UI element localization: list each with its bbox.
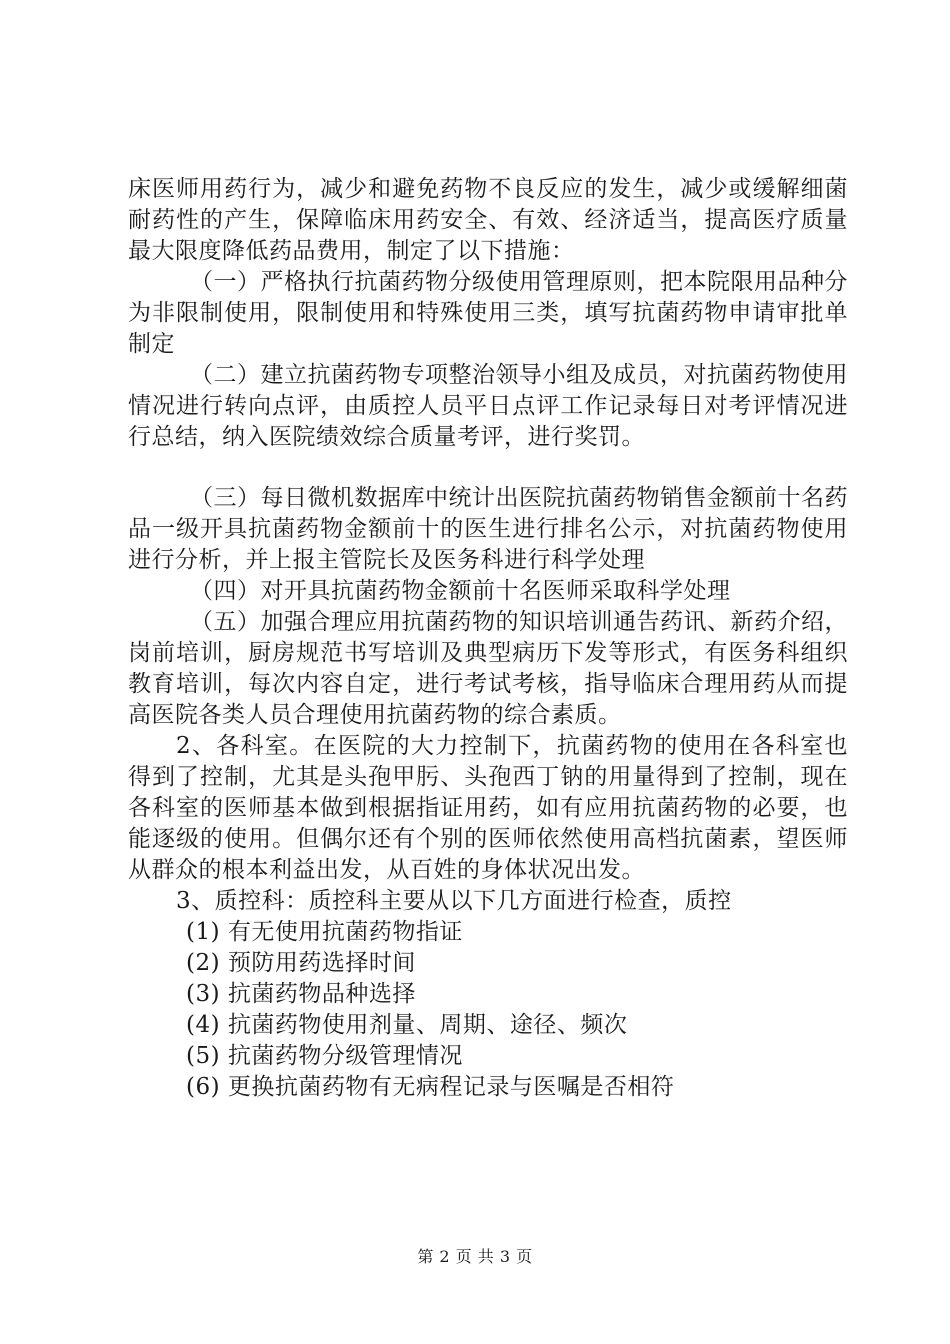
paragraph-spacer xyxy=(128,453,848,483)
checklist-item: (6) 更换抗菌药物有无病程记录与医嘱是否相符 xyxy=(186,1074,675,1100)
checklist-item: (3) 抗菌药物品种选择 xyxy=(186,981,416,1007)
paragraph-measure-4: （四）对开具抗菌药物金额前十名医师采取科学处理 xyxy=(190,578,731,604)
paragraph-intro: 床医师用药行为，减少和避免药物不良反应的发生，减少或缓解细菌耐药性的产生，保障临床用药安全、有效、经济适当，提高医疗质量最大限度降低药品费用，制定了以下措施： xyxy=(128,176,848,264)
paragraph-quality-control: 3、质控科：质控科主要从以下几方面进行检查，质控 xyxy=(176,888,732,914)
checklist-item: (4) 抗菌药物使用剂量、周期、途径、频次 xyxy=(186,1012,628,1038)
checklist-item: (2) 预防用药选择时间 xyxy=(186,950,416,976)
paragraph-measure-5: （五）加强合理应用抗菌药物的知识培训通告药讯、新药介绍，岗前培训，厨房规范书写培训及典型病历下发等形式，有医务科组织教育培训，每次内容自定，进行考试考核，指导临床合理用药从而提高医院各类人员合理使用抗菌药物的综合素质。 xyxy=(128,609,848,728)
page-number-footer: 第 2 页 共 3 页 xyxy=(417,1247,533,1266)
checklist-item: (5) 抗菌药物分级管理情况 xyxy=(186,1043,463,1069)
paragraph-measure-1: （一）严格执行抗菌药物分级使用管理原则，把本院限用品种分为非限制使用，限制使用和特殊使用三类，填写抗菌药物申请审批单制定 xyxy=(128,269,848,357)
paragraph-departments: 2、各科室。在医院的大力控制下，抗菌药物的使用在各科室也得到了控制，尤其是头孢甲肟、头孢西丁钠的用量得到了控制，现在各科室的医师基本做到根据指证用药，如有应用抗菌药物的必要，也能逐级的使用。但偶尔还有个别的医师依然使用高档抗菌素，望医师从群众的根本利益出发，从百姓的身体状况出发。 xyxy=(128,733,848,883)
paragraph-measure-3: （三）每日微机数据库中统计出医院抗菌药物销售金额前十名药品一级开具抗菌药物金额前十的医生进行排名公示，对抗菌药物使用进行分析，并上报主管院长及医务科进行科学处理 xyxy=(128,485,848,573)
checklist-item: (1) 有无使用抗菌药物指证 xyxy=(186,919,463,945)
paragraph-measure-2: （二）建立抗菌药物专项整治领导小组及成员，对抗菌药物使用情况进行转向点评，由质控人员平日点评工作记录每日对考评情况进行总结，纳入医院绩效综合质量考评，进行奖罚。 xyxy=(128,362,848,450)
body-text xyxy=(128,174,848,1103)
